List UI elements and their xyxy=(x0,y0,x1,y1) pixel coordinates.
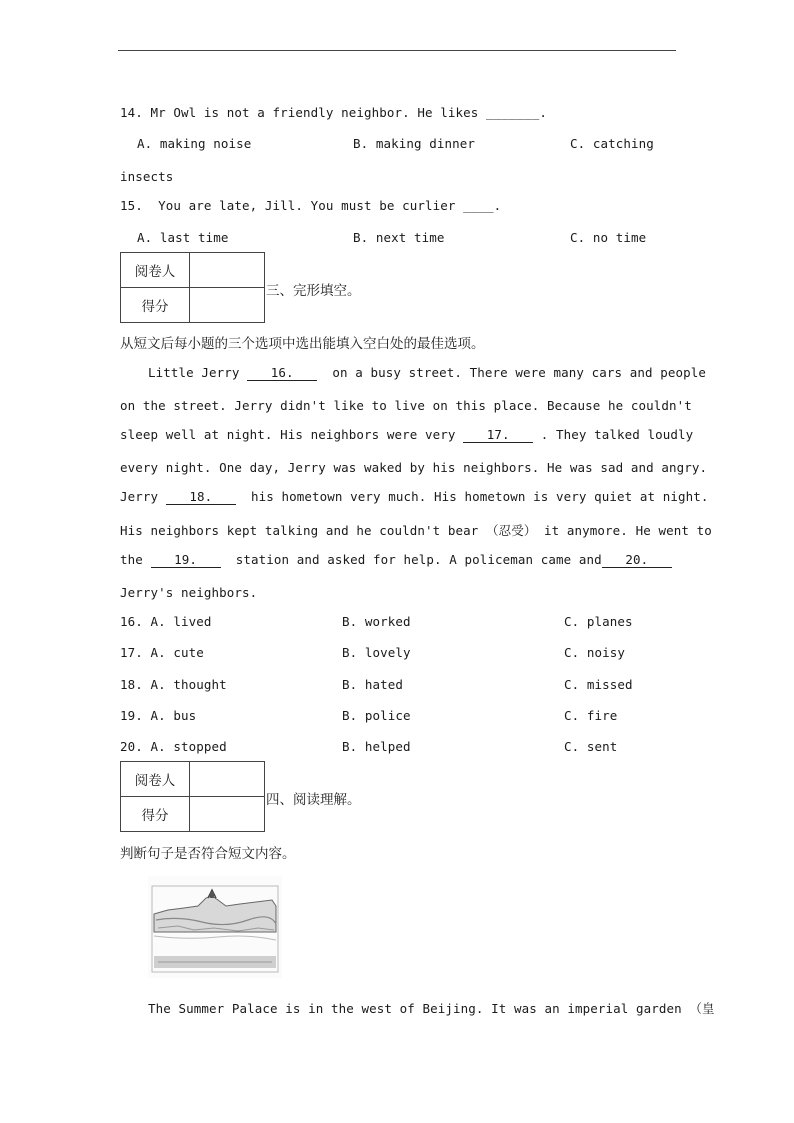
passage-line-6: His neighbors kept talking and he couldn't bear （忍受） it anymore. He went to xyxy=(120,523,712,538)
reviewer-label: 阅卷人 xyxy=(121,762,190,797)
q15-option-a: A. last time xyxy=(137,230,229,245)
q16-option-b: B. worked xyxy=(342,614,411,629)
q19-option-c: C. fire xyxy=(564,708,618,723)
q18-option-a: 18. A. thought xyxy=(120,677,227,692)
passage-line-3: sleep well at night. His neighbors were very 17. . They talked loudly xyxy=(120,427,694,442)
q17-option-a: 17. A. cute xyxy=(120,645,204,660)
section3-instruction: 从短文后每小题的三个选项中选出能填入空白处的最佳选项。 xyxy=(120,336,485,352)
summer-palace-sketch xyxy=(148,876,282,978)
reviewer-cell xyxy=(190,253,265,288)
blank-20: 20. xyxy=(602,552,672,568)
q14-option-c: C. catching xyxy=(570,136,654,151)
q15-option-b: B. next time xyxy=(353,230,445,245)
q17-option-b: B. lovely xyxy=(342,645,411,660)
q17-option-c: C. noisy xyxy=(564,645,626,660)
score-box-section4 xyxy=(120,761,265,832)
q14-option-a: A. making noise xyxy=(137,136,252,151)
q20-option-b: B. helped xyxy=(342,739,411,754)
q20-option-c: C. sent xyxy=(564,739,618,754)
section3-title: 三、完形填空。 xyxy=(266,283,361,299)
passage-line-8: Jerry's neighbors. xyxy=(120,585,258,600)
passage-line-5: Jerry 18. his hometown very much. His hometown is very quiet at night. xyxy=(120,489,709,504)
q19-option-b: B. police xyxy=(342,708,411,723)
q18-option-c: C. missed xyxy=(564,677,633,692)
q14-option-b: B. making dinner xyxy=(353,136,476,151)
score-box-section3 xyxy=(120,252,265,323)
section4-instruction: 判断句子是否符合短文内容。 xyxy=(120,846,296,862)
q19-option-a: 19. A. bus xyxy=(120,708,197,723)
blank-19: 19. xyxy=(151,552,221,568)
header-rule xyxy=(118,50,676,51)
score-label: 得分 xyxy=(121,797,190,832)
q15-option-c: C. no time xyxy=(570,230,647,245)
passage-line-1: Little Jerry 16. on a busy street. There were many cars and people xyxy=(148,365,707,380)
section4-title: 四、阅读理解。 xyxy=(266,792,361,808)
blank-17: 17. xyxy=(463,427,533,443)
q20-option-a: 20. A. stopped xyxy=(120,739,227,754)
summer-palace-picture xyxy=(148,876,282,978)
q18-option-b: B. hated xyxy=(342,677,404,692)
q14-option-c-continued: insects xyxy=(120,169,174,184)
passage-line-2: on the street. Jerry didn't like to live on this place. Because he couldn't xyxy=(120,398,692,413)
reviewer-cell xyxy=(190,762,265,797)
passage-line-4: every night. One day, Jerry was waked by his neighbors. He was sad and angry. xyxy=(120,460,708,475)
passage-line-7: the 19. station and asked for help. A policeman came and 20. xyxy=(120,552,672,568)
score-cell xyxy=(190,288,265,323)
reviewer-label: 阅卷人 xyxy=(121,253,190,288)
score-cell xyxy=(190,797,265,832)
blank-18: 18. xyxy=(166,489,236,505)
q15-stem: 15. You are late, Jill. You must be curlier ____. xyxy=(120,198,502,213)
blank-16: 16. xyxy=(247,365,317,381)
score-label: 得分 xyxy=(121,288,190,323)
section4-passage-start: The Summer Palace is in the west of Beijing. It was an imperial garden （皇 xyxy=(148,1001,715,1016)
q16-option-c: C. planes xyxy=(564,614,633,629)
q14-stem: 14. Mr Owl is not a friendly neighbor. He likes _______. xyxy=(120,105,548,120)
q16-option-a: 16. A. lived xyxy=(120,614,212,629)
